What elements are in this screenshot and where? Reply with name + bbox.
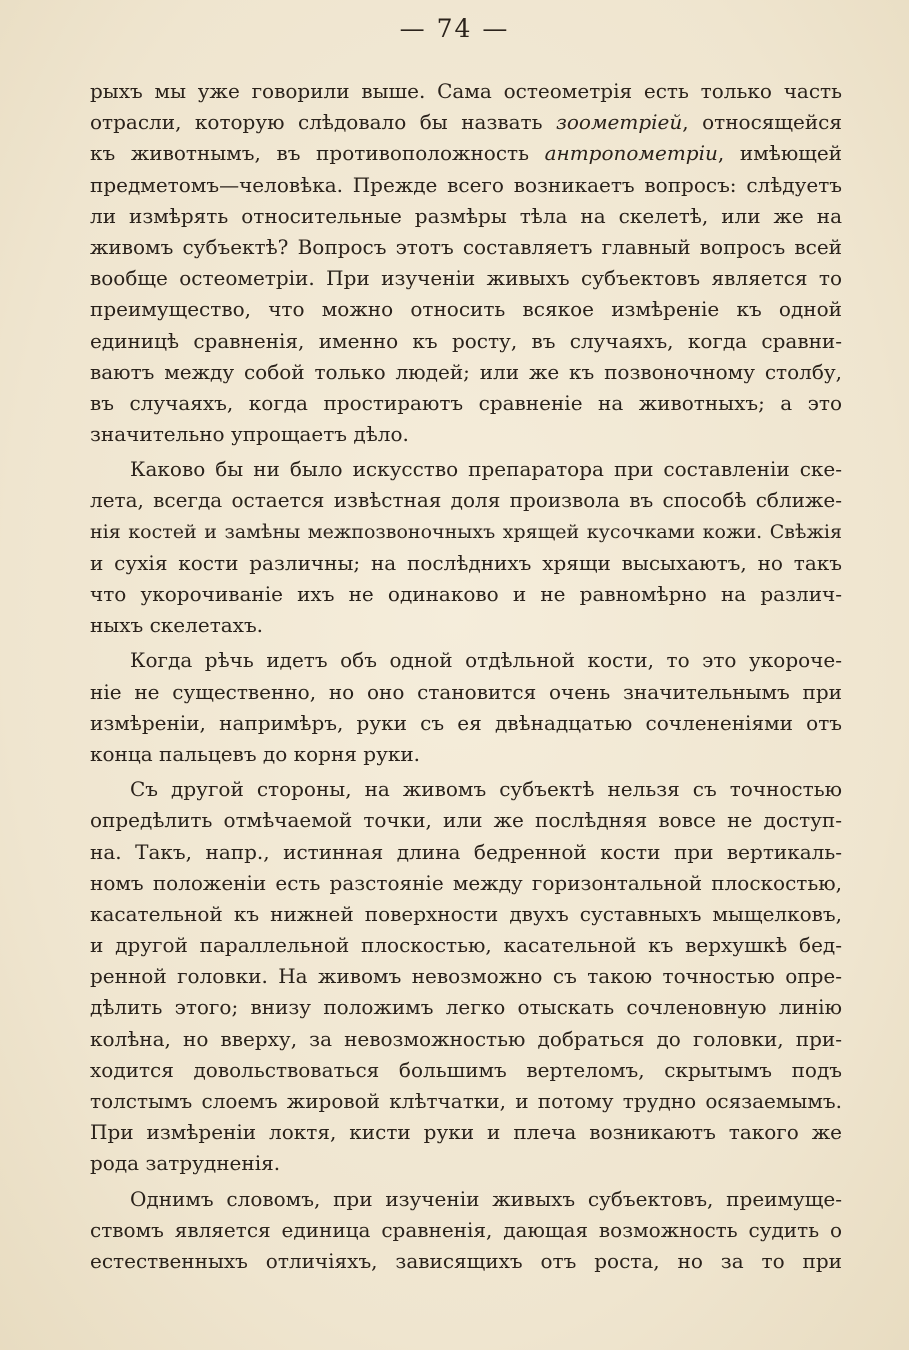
text-line: и другой параллельной плоскостью, касательной къ верхушкѣ бед- [90, 933, 842, 958]
text-line: и сухія кости различны; на послѣднихъ хрящи высыхаютъ, но такъ [90, 550, 842, 575]
paragraph-2 [90, 454, 842, 641]
paragraph-4 [90, 774, 842, 1179]
text-line: При измѣреніи локтя, кисти руки и плеча возникаютъ такого же [90, 1120, 842, 1145]
page-number: — 74 — [399, 14, 510, 43]
text-line: Однимъ словомъ, при изученіи живыхъ субъектовъ, преимуще- [130, 1186, 842, 1211]
italic-term: зоометріей [555, 110, 683, 135]
text-line: преимущество, что можно относить всякое измѣреніе къ одной [90, 297, 842, 322]
text-line [90, 107, 842, 138]
text-line: на. Такъ, напр., истинная длина бедренной кости при вертикаль- [90, 839, 842, 864]
paragraph-5 [90, 1184, 842, 1278]
text-span: отрасли, которую слѣдовало бы назвать [90, 110, 543, 135]
text-line: ніе не существенно, но оно становится очень значительнымъ при [90, 679, 842, 704]
text-line: что укорочиваніе ихъ не одинаково и не равномѣрно на различ- [90, 582, 842, 606]
text-line: дѣлить этого; внизу положимъ легко отыскать сочленовную линію [90, 995, 842, 1020]
text-line: Когда рѣчь идетъ объ одной отдѣльной кости, то это укороче- [130, 648, 842, 673]
text-line: рода затрудненія. [90, 1151, 281, 1176]
text-span: , имѣющей [717, 141, 842, 166]
text-span: , относящейся [682, 110, 842, 135]
text-line: живомъ субъектѣ? Вопросъ этотъ составляетъ главный вопросъ всей [90, 234, 842, 259]
text-line: толстымъ слоемъ жировой клѣтчатки, и потому трудно осязаемымъ. [90, 1089, 842, 1113]
paragraph-3 [90, 645, 842, 770]
main-text [90, 76, 842, 1277]
text-line: ходится довольствоваться большимъ вертеломъ, скрытымъ подъ [90, 1057, 842, 1082]
text-line: номъ положеніи есть разстояніе между горизонтальной плоскостью, [90, 870, 842, 895]
text-line: конца пальцевъ до корня руки. [90, 741, 421, 766]
text-line: въ случаяхъ, когда простираютъ сравненіе на животныхъ; а это [90, 390, 842, 415]
text-span: къ животнымъ, въ противоположность [90, 141, 529, 166]
italic-term: антропометріи [544, 141, 718, 166]
text-line: единицѣ сравненія, именно къ росту, въ случаяхъ, когда сравни- [90, 328, 842, 353]
text-line: касательной къ нижней поверхности двухъ суставныхъ мыщелковъ, [90, 901, 842, 926]
text-line: нія костей и замѣны межпозвоночныхъ хрящей кусочками кожи. Свѣжія [90, 520, 842, 543]
text-line: рыхъ мы уже говорили выше. Сама остеометрія есть только часть [90, 79, 842, 103]
text-line: Съ другой стороны, на живомъ субъектѣ нельзя съ точностью [130, 777, 842, 802]
text-line: значительно упрощаетъ дѣло. [90, 422, 409, 447]
text-line: колѣна, но вверху, за невозможностью добраться до головки, при- [90, 1026, 842, 1051]
text-line: естественныхъ отличіяхъ, зависящихъ отъ роста, но за то при [90, 1248, 842, 1273]
text-line: лета, всегда остается извѣстная доля произвола въ способѣ сближе- [90, 488, 842, 513]
paragraph-1 [90, 76, 842, 450]
text-line: вообще остеометріи. При изученіи живыхъ субъектовъ является то [90, 266, 842, 291]
text-line: опредѣлить отмѣчаемой точки, или же послѣдняя вовсе не доступ- [90, 808, 842, 833]
text-line: ваютъ между собой только людей; или же къ позвоночному столбу, [90, 359, 842, 384]
text-line: ныхъ скелетахъ. [90, 613, 264, 638]
text-line: ли измѣрять относительные размѣры тѣла на скелетѣ, или же на [90, 203, 842, 228]
text-line: ствомъ является единица сравненія, дающая возможность судить о [90, 1217, 842, 1242]
text-line: ренной головки. На живомъ невозможно съ такою точностью опре- [90, 964, 842, 989]
text-line: предметомъ—человѣка. Прежде всего возникаетъ вопросъ: слѣдуетъ [90, 172, 842, 197]
text-line [90, 138, 842, 169]
text-line: измѣреніи, напримѣръ, руки съ ея двѣнадцатью сочлененіями отъ [90, 710, 842, 735]
text-line: Каково бы ни было искусство препаратора при составленіи ске- [130, 457, 842, 482]
